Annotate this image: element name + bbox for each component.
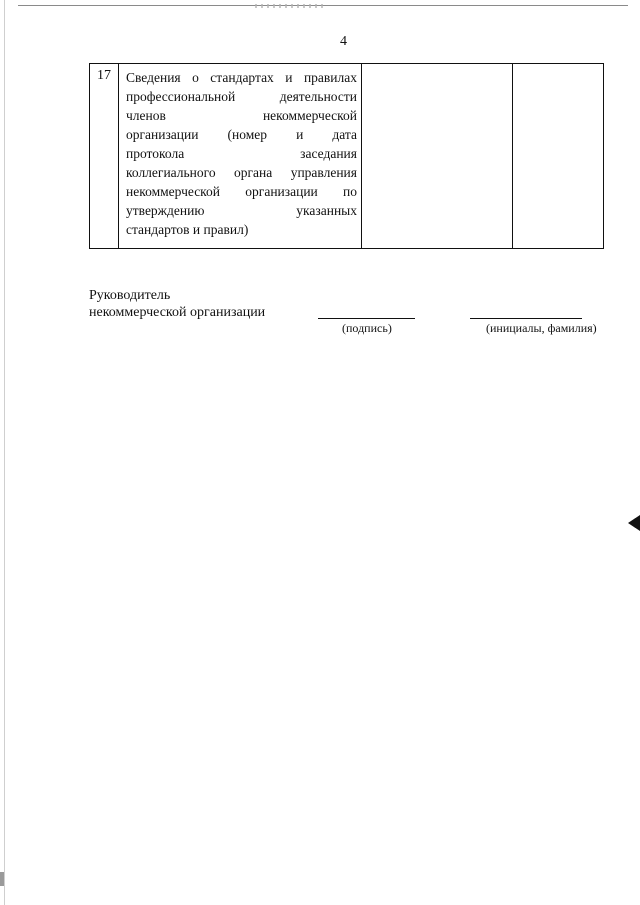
description-line: членов некоммерческой: [126, 108, 357, 123]
signatory-title-line2: некоммерческой организации: [89, 305, 266, 320]
signature-caption: (подпись): [342, 321, 392, 335]
row-number: 17: [97, 68, 111, 83]
scan-edge-mark: [0, 872, 4, 886]
table-row: [90, 64, 604, 249]
name-caption: (инициалы, фамилия): [486, 321, 597, 335]
scan-edge-left: [4, 0, 5, 905]
value-cell-a: [362, 64, 513, 249]
description-line: некоммерческой организации по: [126, 184, 357, 199]
row-description-cell: [119, 64, 362, 249]
description-line: Сведения о стандартах и правилах: [126, 70, 357, 85]
description-line: протокола заседания: [126, 146, 357, 161]
description-line: стандартов и правил): [126, 222, 249, 237]
page-number: 4: [340, 34, 347, 49]
description-line: коллегиального органа управления: [126, 165, 357, 180]
value-cell-b: [513, 64, 604, 249]
scan-marker-arrow-icon: [628, 515, 640, 531]
description-line: организации (номер и дата: [126, 127, 357, 142]
form-table: [89, 63, 604, 249]
description-line: профессиональной деятельности: [126, 89, 357, 104]
signatory-title-line1: Руководитель: [89, 288, 171, 303]
signatory-title: [89, 287, 265, 321]
scan-noise: [255, 4, 325, 8]
description-line: утверждению указанных: [126, 203, 357, 218]
name-line: [470, 318, 582, 319]
row-number-cell: [90, 64, 119, 249]
signature-line: [318, 318, 415, 319]
